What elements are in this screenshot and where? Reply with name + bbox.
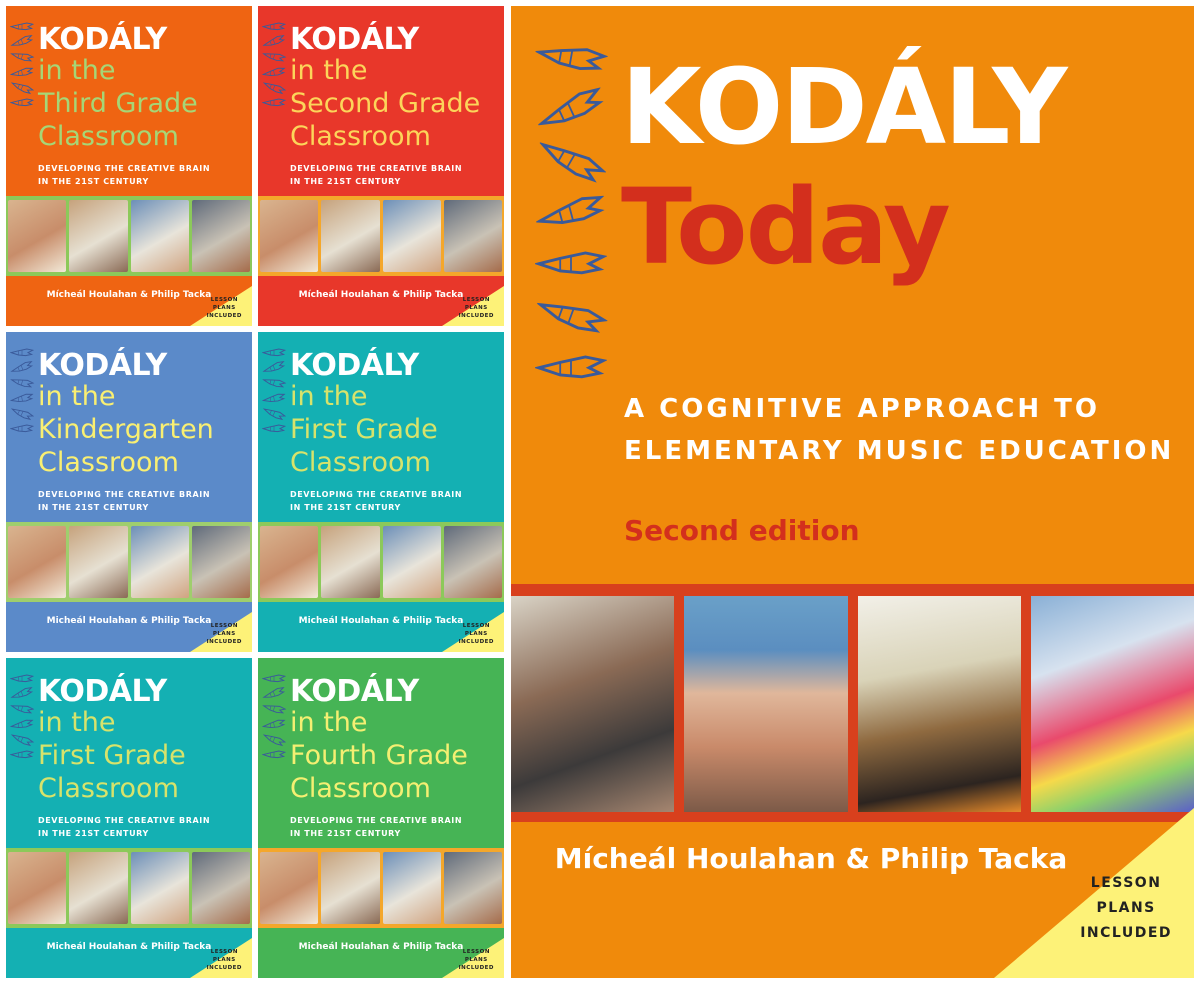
- cover-subtitle: A COGNITIVE APPROACH TO ELEMENTARY MUSIC EDUCATION: [624, 394, 1175, 466]
- cover-title-classroom: Classroom: [290, 447, 431, 478]
- cover-title-kodaly: KODÁLY: [290, 674, 419, 709]
- cover-photo: [69, 852, 127, 924]
- cover-authors: Micheál Houlahan & Philip Tacka: [46, 942, 212, 952]
- cover-photo: [321, 526, 379, 598]
- cover-title-kodaly: KODÁLY: [621, 46, 1066, 168]
- cover-title-grade: First Grade: [38, 740, 186, 771]
- lesson-plans-badge-text: LESSON PLANS INCLUDED: [206, 297, 242, 319]
- cover-authors: Micheál Houlahan & Philip Tacka: [46, 616, 212, 626]
- cover-title-in-the: in the: [290, 707, 368, 738]
- cover-photo: [444, 200, 502, 272]
- cover-title-classroom: Classroom: [38, 121, 179, 152]
- cover-photo: [383, 526, 441, 598]
- cover-photo: [260, 526, 318, 598]
- lesson-plans-badge-text: LESSON PLANS INCLUDED: [206, 623, 242, 645]
- cover-photo: [511, 596, 674, 812]
- cover-photo: [444, 852, 502, 924]
- cover-title-in-the: in the: [38, 55, 116, 86]
- cover-photo: [444, 526, 502, 598]
- cover-title-kodaly: KODÁLY: [38, 674, 167, 709]
- book-cover-kodaly-today[interactable]: [511, 6, 1194, 978]
- cover-photo-strip: [6, 196, 252, 276]
- book-cover[interactable]: [258, 332, 504, 652]
- cover-subtitle: DEVELOPING THE CREATIVE BRAIN IN THE 21ST CENTURY: [38, 816, 211, 838]
- cover-photo: [131, 852, 189, 924]
- cover-authors: Micheál Houlahan & Philip Tacka: [298, 942, 464, 952]
- cover-photo: [321, 852, 379, 924]
- cover-subtitle: DEVELOPING THE CREATIVE BRAIN IN THE 21ST CENTURY: [38, 490, 211, 512]
- cover-authors: Mícheál Houlahan & Philip Tacka: [46, 290, 212, 300]
- cover-title-grade: Kindergarten: [38, 414, 214, 445]
- cover-photo: [131, 526, 189, 598]
- cover-photo-strip: [258, 522, 504, 602]
- hand-signs-illustration: [10, 672, 40, 763]
- hand-signs-illustration: [535, 38, 615, 399]
- cover-title-classroom: Classroom: [38, 773, 179, 804]
- cover-subtitle: DEVELOPING THE CREATIVE BRAIN IN THE 21ST CENTURY: [290, 490, 463, 512]
- cover-title-grade: Second Grade: [290, 88, 481, 119]
- cover-photo: [321, 200, 379, 272]
- cover-title-classroom: Classroom: [38, 447, 179, 478]
- cover-photo: [260, 852, 318, 924]
- book-cover[interactable]: [258, 658, 504, 978]
- cover-title-today: Today: [621, 166, 949, 288]
- cover-subtitle: DEVELOPING THE CREATIVE BRAIN IN THE 21ST CENTURY: [290, 816, 463, 838]
- cover-title-in-the: in the: [290, 55, 368, 86]
- hand-signs-illustration: [10, 346, 40, 437]
- cover-photo: [69, 200, 127, 272]
- cover-photo: [69, 526, 127, 598]
- book-cover[interactable]: [6, 332, 252, 652]
- cover-photo: [858, 596, 1021, 812]
- cover-title-classroom: Classroom: [290, 121, 431, 152]
- cover-photo: [383, 852, 441, 924]
- lesson-plans-badge-text: LESSON PLANS INCLUDED: [458, 623, 494, 645]
- cover-title-in-the: in the: [38, 381, 116, 412]
- cover-photo: [131, 200, 189, 272]
- cover-subtitle: DEVELOPING THE CREATIVE BRAIN IN THE 21ST CENTURY: [290, 164, 463, 186]
- cover-photo: [8, 852, 66, 924]
- cover-authors: Micheál Houlahan & Philip Tacka: [298, 616, 464, 626]
- cover-photo: [8, 526, 66, 598]
- cover-photo-strip: [511, 584, 1194, 822]
- cover-photo: [383, 200, 441, 272]
- cover-photo-strip: [6, 522, 252, 602]
- lesson-plans-badge-text: LESSON PLANS INCLUDED: [206, 949, 242, 971]
- cover-photo: [192, 526, 250, 598]
- cover-subtitle: DEVELOPING THE CREATIVE BRAIN IN THE 21ST CENTURY: [38, 164, 211, 186]
- cover-title-classroom: Classroom: [290, 773, 431, 804]
- cover-edition: Second edition: [624, 514, 860, 547]
- cover-title-kodaly: KODÁLY: [290, 348, 419, 383]
- book-cover[interactable]: [258, 6, 504, 326]
- lesson-plans-badge-text: LESSON PLANS INCLUDED: [458, 949, 494, 971]
- cover-photo: [192, 852, 250, 924]
- lesson-plans-badge-text: LESSON PLANS INCLUDED: [1080, 875, 1172, 941]
- cover-title-grade: Third Grade: [38, 88, 198, 119]
- cover-title-grade: Fourth Grade: [290, 740, 468, 771]
- cover-photo-strip: [6, 848, 252, 928]
- cover-title-kodaly: KODÁLY: [38, 348, 167, 383]
- cover-title-kodaly: KODÁLY: [38, 22, 167, 57]
- cover-photo: [192, 200, 250, 272]
- cover-photo: [684, 596, 847, 812]
- cover-title-in-the: in the: [38, 707, 116, 738]
- lesson-plans-badge-text: LESSON PLANS INCLUDED: [458, 297, 494, 319]
- cover-authors: Mícheál Houlahan & Philip Tacka: [554, 842, 1068, 875]
- hand-signs-illustration: [10, 20, 40, 111]
- cover-photo: [260, 200, 318, 272]
- hand-signs-illustration: [262, 672, 292, 763]
- book-cover[interactable]: [6, 658, 252, 978]
- cover-photo: [8, 200, 66, 272]
- hand-signs-illustration: [262, 346, 292, 437]
- cover-photo-strip: [258, 196, 504, 276]
- cover-title-in-the: in the: [290, 381, 368, 412]
- cover-photo-strip: [258, 848, 504, 928]
- cover-title-grade: First Grade: [290, 414, 438, 445]
- cover-photo: [1031, 596, 1194, 812]
- cover-title-kodaly: KODÁLY: [290, 22, 419, 57]
- cover-authors: Mícheál Houlahan & Philip Tacka: [298, 290, 464, 300]
- hand-signs-illustration: [262, 20, 292, 111]
- book-cover[interactable]: [6, 6, 252, 326]
